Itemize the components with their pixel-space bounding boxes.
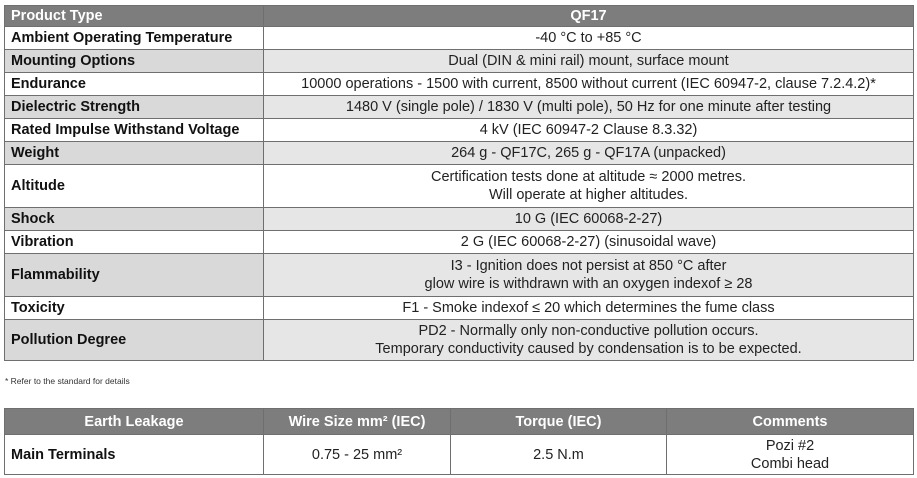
row-label: Weight xyxy=(5,142,264,165)
row-label: Toxicity xyxy=(5,297,264,320)
row-label: Dielectric Strength xyxy=(5,96,264,119)
table-row xyxy=(5,208,914,231)
table-row xyxy=(5,119,914,142)
footnote: * Refer to the standard for details xyxy=(5,376,130,386)
comments-value: Pozi #2 Combi head xyxy=(667,435,914,475)
earth-leakage-header: Earth Leakage xyxy=(5,409,264,435)
product-type-header: Product Type xyxy=(5,6,264,27)
row-value: 2 G (IEC 60068-2-27) (sinusoidal wave) xyxy=(264,231,914,254)
table-row xyxy=(5,297,914,320)
spec-table xyxy=(4,5,914,361)
table-row xyxy=(5,435,914,475)
row-label: Flammability xyxy=(5,254,264,297)
spec-body xyxy=(5,27,914,361)
row-value: -40 °C to +85 °C xyxy=(264,27,914,50)
table-row xyxy=(5,254,914,297)
table-row xyxy=(5,320,914,361)
row-label: Shock xyxy=(5,208,264,231)
row-value: 264 g - QF17C, 265 g - QF17A (unpacked) xyxy=(264,142,914,165)
model-header: QF17 xyxy=(264,6,914,27)
terminal-header-row xyxy=(5,409,914,435)
row-value: Certification tests done at altitude ≈ 2000 metres. Will operate at higher altitudes. xyxy=(264,165,914,208)
table-row xyxy=(5,165,914,208)
row-label: Altitude xyxy=(5,165,264,208)
row-label: Mounting Options xyxy=(5,50,264,73)
row-value: PD2 - Normally only non-conductive pollution occurs. Temporary conductivity caused by condensation is to be expected. xyxy=(264,320,914,361)
spec-header-row xyxy=(5,6,914,27)
row-label: Vibration xyxy=(5,231,264,254)
row-label: Pollution Degree xyxy=(5,320,264,361)
wire-size-value: 0.75 - 25 mm² xyxy=(264,435,451,475)
table-row xyxy=(5,231,914,254)
row-label: Rated Impulse Withstand Voltage xyxy=(5,119,264,142)
row-value: 10 G (IEC 60068-2-27) xyxy=(264,208,914,231)
table-row xyxy=(5,73,914,96)
table-row xyxy=(5,96,914,119)
main-terminals-label: Main Terminals xyxy=(5,435,264,475)
table-row xyxy=(5,27,914,50)
comments-header: Comments xyxy=(667,409,914,435)
terminal-table xyxy=(4,408,914,475)
torque-header: Torque (IEC) xyxy=(451,409,667,435)
row-value: F1 - Smoke indexof ≤ 20 which determines the fume class xyxy=(264,297,914,320)
row-value: 4 kV (IEC 60947-2 Clause 8.3.32) xyxy=(264,119,914,142)
row-value: 1480 V (single pole) / 1830 V (multi pole), 50 Hz for one minute after testing xyxy=(264,96,914,119)
wire-size-header: Wire Size mm² (IEC) xyxy=(264,409,451,435)
row-label: Endurance xyxy=(5,73,264,96)
row-value: I3 - Ignition does not persist at 850 °C after glow wire is withdrawn with an oxygen indexof ≥ 28 xyxy=(264,254,914,297)
row-label: Ambient Operating Temperature xyxy=(5,27,264,50)
row-value: 10000 operations - 1500 with current, 8500 without current (IEC 60947-2, clause 7.2.4.2)* xyxy=(264,73,914,96)
table-row xyxy=(5,50,914,73)
row-value: Dual (DIN & mini rail) mount, surface mount xyxy=(264,50,914,73)
table-row xyxy=(5,142,914,165)
torque-value: 2.5 N.m xyxy=(451,435,667,475)
